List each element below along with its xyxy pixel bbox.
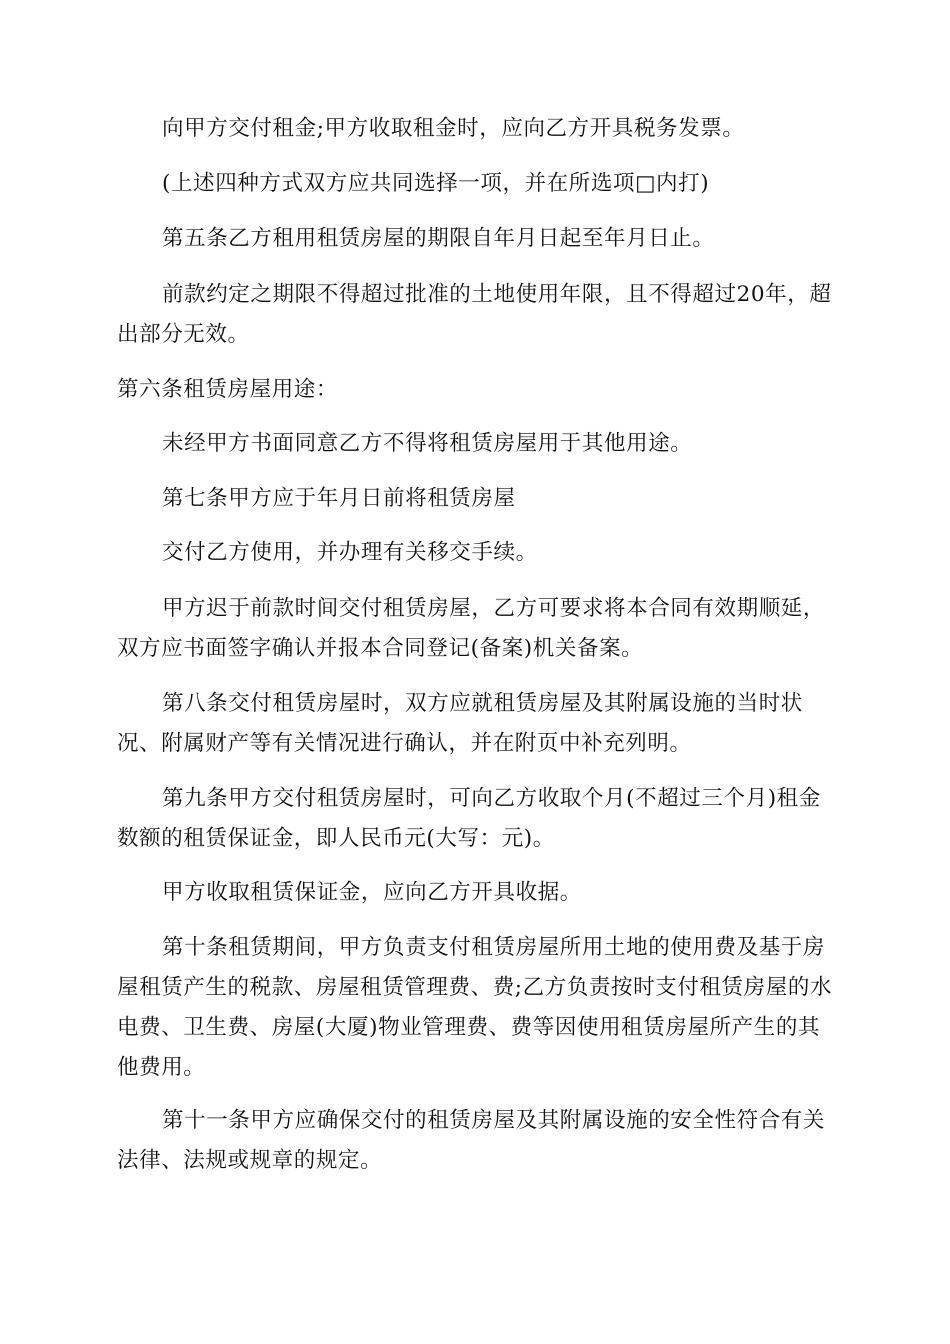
paragraph-late-delivery: 甲方迟于前款时间交付租赁房屋，乙方可要求将本合同有效期顺延，双方应书面签字确认并报本合同登记(备案)机关备案。 [117, 596, 826, 661]
paragraph-article-8: 第八条交付租赁房屋时，双方应就租赁房屋及其附属设施的当时状况、附属财产等有关情况进行确认，并在附页中补充列明。 [117, 691, 803, 756]
paragraph-article-7: 第七条甲方应于年月日前将租赁房屋 [162, 486, 516, 511]
paragraph-article-10: 第十条租赁期间，甲方负责支付租赁房屋所用土地的使用费及基于房屋租赁产生的税款、房屋租赁管理费、费;乙方负责按时支付租赁房屋的水电费、卫生费、房屋(大厦)物业管理费、费等因使用租赁房屋所产生的其他费用。 [117, 935, 833, 1080]
paragraph-article-9: 第九条甲方交付租赁房屋时，可向乙方收取个月(不超过三个月)租金数额的租赁保证金，即人民币元(大写：元)。 [117, 786, 821, 851]
paragraph-term-limit: 前款约定之期限不得超过批准的土地使用年限，且不得超过20年，超出部分无效。 [117, 282, 832, 347]
paragraph-usage-restriction: 未经甲方书面同意乙方不得将租赁房屋用于其他用途。 [162, 431, 693, 456]
paragraph-article-11: 第十一条甲方应确保交付的租赁房屋及其附属设施的安全性符合有关法律、法规或规章的规定。 [117, 1108, 826, 1173]
paragraph-rent-payment: 向甲方交付租金;甲方收取租金时，应向乙方开具税务发票。 [162, 116, 745, 141]
paragraph-handover: 交付乙方使用，并办理有关移交手续。 [162, 540, 538, 565]
paragraph-article-6: 第六条租赁房屋用途： [117, 377, 339, 402]
paragraph-article-5: 第五条乙方租用租赁房屋的期限自年月日起至年月日止。 [162, 226, 715, 251]
paragraph-deposit-receipt: 甲方收取租赁保证金，应向乙方开具收据。 [162, 880, 582, 905]
paragraph-selection-note: (上述四种方式双方应共同选择一项，并在所选项□内打) [162, 171, 710, 196]
